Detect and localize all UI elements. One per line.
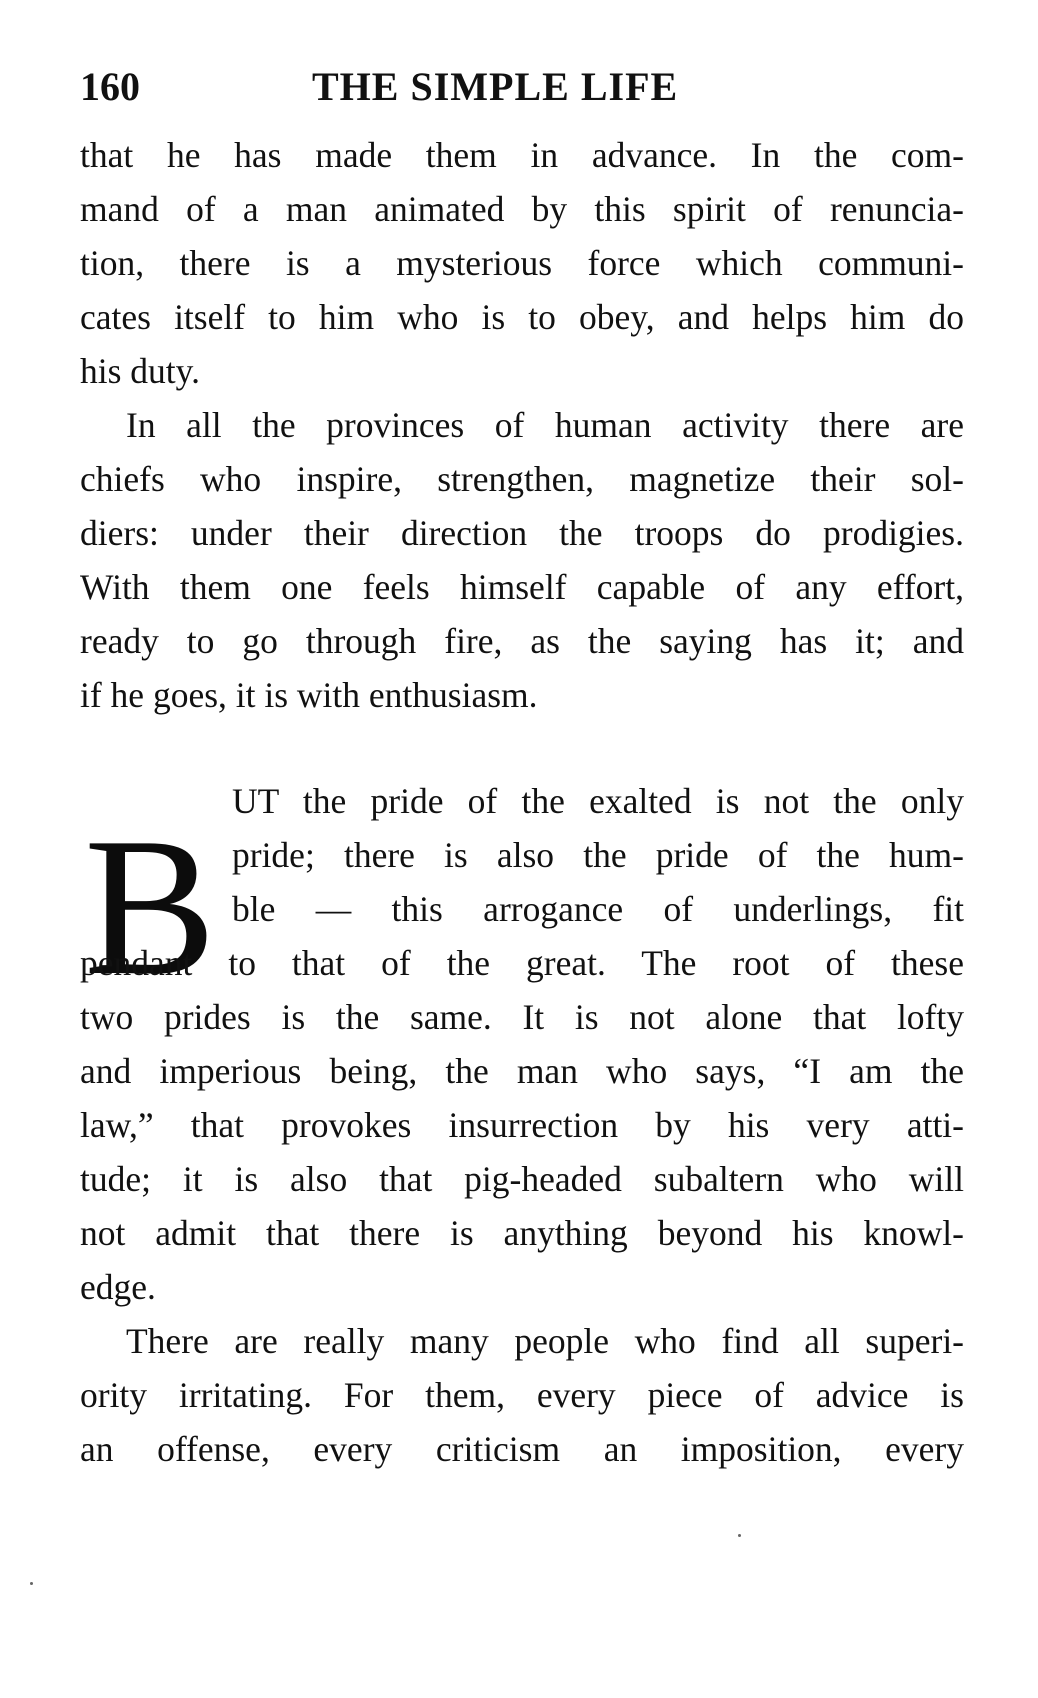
running-head: [80, 62, 960, 112]
scan-speck: [738, 1534, 741, 1537]
text-line: cates itself to him who is to obey, and helps him do: [80, 297, 964, 337]
text-line: and imperious being, the man who says, “I am the: [80, 1051, 964, 1091]
running-title: THE SIMPLE LIFE: [312, 64, 679, 109]
text-line: two prides is the same. It is not alone that lofty: [80, 997, 964, 1037]
text-line: There are really many people who find all superi-: [126, 1321, 964, 1361]
text-line: UT the pride of the exalted is not the only: [232, 781, 964, 821]
text-line: ble — this arrogance of underlings, fit: [232, 889, 964, 929]
text-line: not admit that there is anything beyond his knowl-: [80, 1213, 964, 1253]
text-line: In all the provinces of human activity there are: [126, 405, 964, 445]
text-line: pendant to that of the great. The root of these: [80, 943, 964, 983]
text-line: tion, there is a mysterious force which communi-: [80, 243, 964, 283]
text-line: ready to go through fire, as the saying has it; and: [80, 621, 964, 661]
text-line: chiefs who inspire, strengthen, magnetize their sol-: [80, 459, 964, 499]
text-line: pride; there is also the pride of the hum-: [232, 835, 964, 875]
text-line: law,” that provokes insurrection by his very atti-: [80, 1105, 964, 1145]
text-line: With them one feels himself capable of any effort,: [80, 567, 964, 607]
text-line: that he has made them in advance. In the com-: [80, 135, 964, 175]
text-line: diers: under their direction the troops do prodigies.: [80, 513, 964, 553]
page-number: 160: [80, 64, 140, 109]
text-line: tude; it is also that pig-headed subaltern who will: [80, 1159, 964, 1199]
text-line: edge.: [80, 1267, 156, 1307]
text-line: if he goes, it is with enthusiasm.: [80, 675, 538, 715]
drop-cap-letter: B: [84, 797, 217, 1016]
text-line: his duty.: [80, 351, 200, 391]
text-line: an offense, every criticism an imposition, every: [80, 1429, 964, 1469]
text-line: ority irritating. For them, every piece of advice is: [80, 1375, 964, 1415]
text-line: mand of a man animated by this spirit of renuncia-: [80, 189, 964, 229]
scan-speck: [30, 1582, 33, 1585]
